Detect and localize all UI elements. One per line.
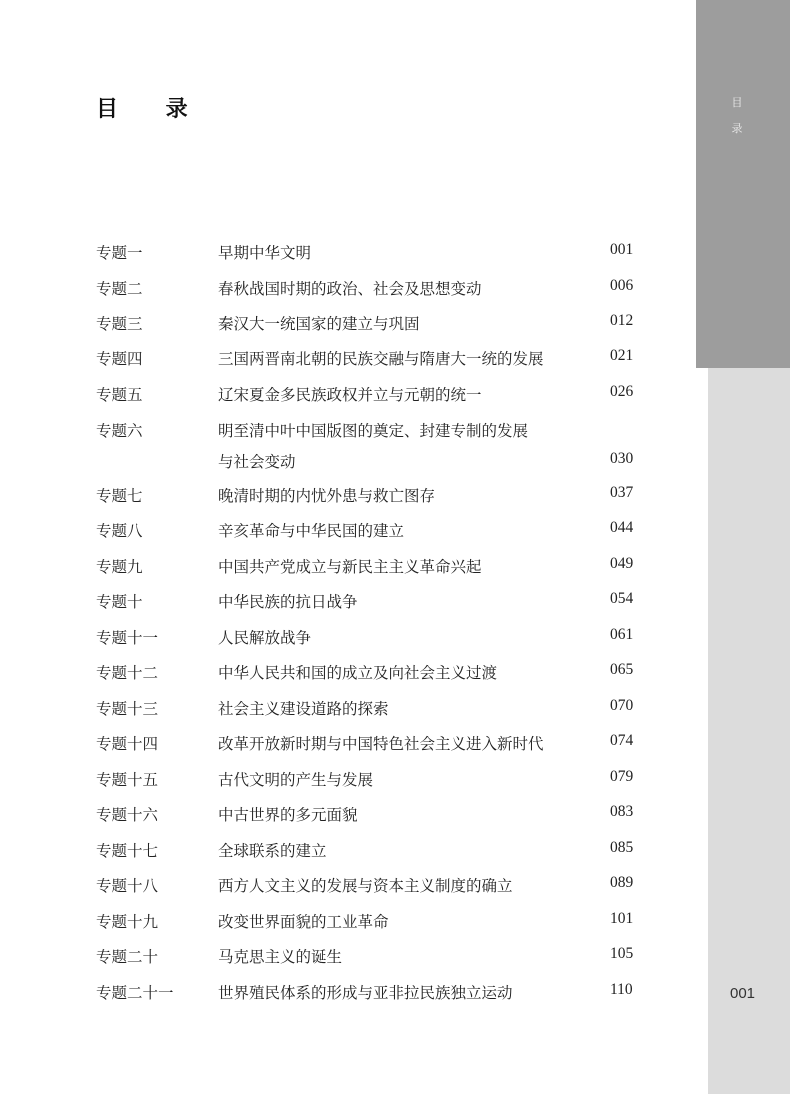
toc-topic: 改变世界面貌的工业革命 — [218, 913, 389, 931]
toc-chapter: 专题十二 — [96, 664, 159, 682]
toc-chapter: 专题十 — [96, 593, 143, 611]
toc-page: 061 — [610, 626, 634, 643]
toc-chapter: 专题一 — [96, 244, 143, 262]
toc-chapter: 专题十九 — [96, 913, 159, 931]
toc-topic: 辽宋夏金多民族政权并立与元朝的统一 — [218, 386, 482, 404]
toc-chapter: 专题十六 — [96, 806, 159, 824]
toc-chapter: 专题十八 — [96, 877, 159, 895]
toc-topic: 世界殖民体系的形成与亚非拉民族独立运动 — [218, 984, 513, 1002]
toc-chapter: 专题二 — [96, 280, 143, 298]
side-tab — [696, 0, 790, 368]
toc-topic: 全球联系的建立 — [218, 842, 327, 860]
toc-page: 089 — [610, 874, 634, 891]
toc-topic-continued: 与社会变动 — [218, 453, 296, 471]
toc-page: 105 — [610, 945, 634, 962]
toc-chapter: 专题十三 — [96, 700, 159, 718]
toc-topic: 春秋战国时期的政治、社会及思想变动 — [218, 280, 482, 298]
toc-page: 085 — [610, 839, 634, 856]
toc-chapter: 专题八 — [96, 522, 143, 540]
toc-topic: 明至清中叶中国版图的奠定、封建专制的发展 — [218, 422, 529, 440]
toc-page: 079 — [610, 768, 634, 785]
toc-topic: 人民解放战争 — [218, 629, 312, 647]
toc-topic: 马克思主义的诞生 — [218, 948, 343, 966]
toc-chapter: 专题九 — [96, 558, 143, 576]
toc-page: 006 — [610, 277, 634, 294]
toc-topic: 西方人文主义的发展与资本主义制度的确立 — [218, 877, 513, 895]
toc-chapter: 专题二十一 — [96, 984, 174, 1002]
toc-chapter: 专题十四 — [96, 735, 159, 753]
side-tab-char-1: 目 — [731, 96, 743, 109]
toc-topic: 中国共产党成立与新民主主义革命兴起 — [218, 558, 482, 576]
toc-chapter: 专题三 — [96, 315, 143, 333]
side-tab-char-2: 录 — [731, 122, 743, 135]
toc-page: 054 — [610, 590, 634, 607]
toc-topic: 中华人民共和国的成立及向社会主义过渡 — [218, 664, 498, 682]
toc-chapter: 专题十五 — [96, 771, 159, 789]
toc-page: 030 — [610, 450, 634, 467]
toc-topic: 晚清时期的内忧外患与救亡图存 — [218, 487, 436, 505]
page-number: 001 — [730, 985, 756, 1002]
toc-chapter: 专题七 — [96, 487, 143, 505]
toc-topic: 古代文明的产生与发展 — [218, 771, 374, 789]
toc-chapter: 专题十一 — [96, 629, 159, 647]
toc-topic: 中古世界的多元面貌 — [218, 806, 358, 824]
toc-page: 037 — [610, 484, 634, 501]
toc-page: 074 — [610, 732, 634, 749]
toc-topic: 辛亥革命与中华民国的建立 — [218, 522, 405, 540]
toc-page: 012 — [610, 312, 634, 329]
toc-chapter: 专题四 — [96, 350, 143, 368]
toc-topic: 早期中华文明 — [218, 244, 312, 262]
toc-page: 065 — [610, 661, 634, 678]
toc-chapter: 专题六 — [96, 422, 143, 440]
toc-topic: 中华民族的抗日战争 — [218, 593, 358, 611]
toc-page: 001 — [610, 241, 634, 258]
toc-chapter: 专题十七 — [96, 842, 159, 860]
toc-page: 026 — [610, 383, 634, 400]
toc-page: 070 — [610, 697, 634, 714]
toc-topic: 三国两晋南北朝的民族交融与隋唐大一统的发展 — [218, 350, 544, 368]
toc-page: 021 — [610, 347, 634, 364]
toc-page: 044 — [610, 519, 634, 536]
toc-topic: 改革开放新时期与中国特色社会主义进入新时代 — [218, 735, 544, 753]
toc-page: 110 — [610, 981, 633, 998]
page-title: 目 录 — [96, 96, 208, 122]
toc-page: 101 — [610, 910, 634, 927]
toc-topic: 秦汉大一统国家的建立与巩固 — [218, 315, 420, 333]
toc-topic: 社会主义建设道路的探索 — [218, 700, 389, 718]
toc-chapter: 专题五 — [96, 386, 143, 404]
toc-page: 049 — [610, 555, 634, 572]
toc-chapter: 专题二十 — [96, 948, 159, 966]
toc-page: 083 — [610, 803, 634, 820]
